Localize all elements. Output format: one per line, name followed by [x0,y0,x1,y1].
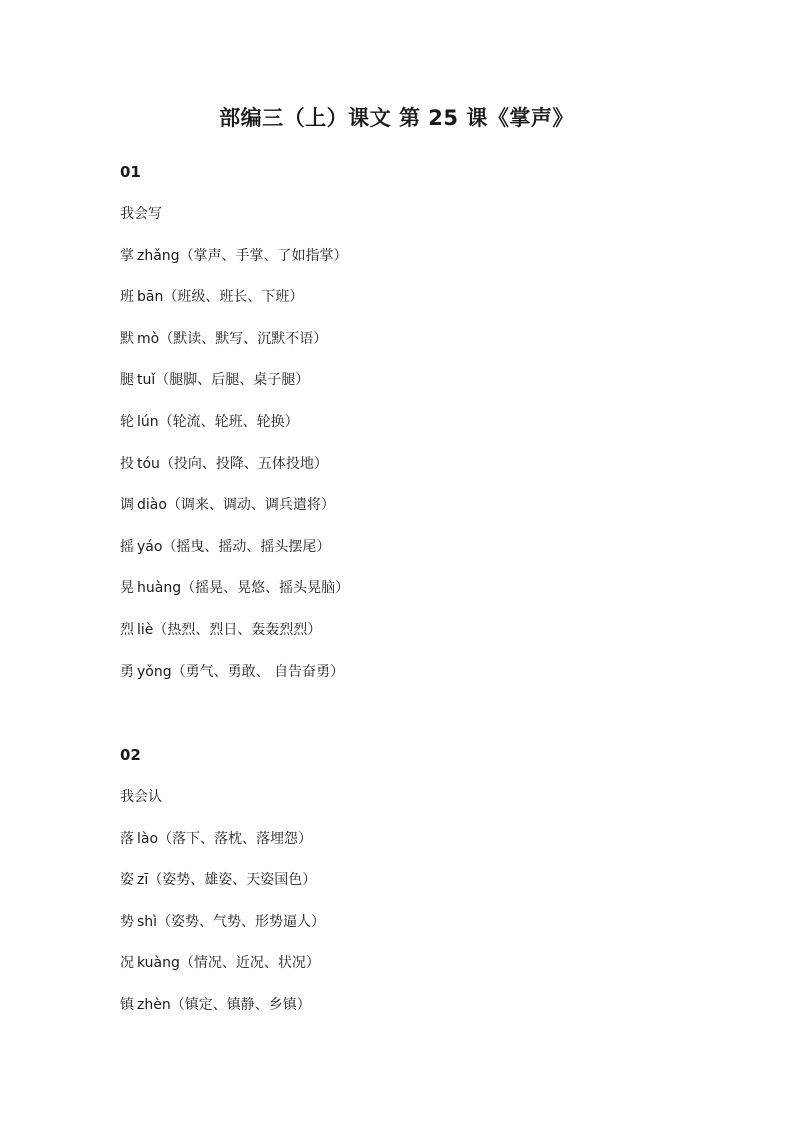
vocab-entry [120,995,325,1015]
entry-character: 默 [120,330,134,347]
vocab-entry [120,287,349,307]
vocab-entry [120,912,325,932]
vocab-entry [120,370,349,390]
entry-pinyin: zhǎng [137,247,180,264]
entry-words: （热烈、烈日、轰轰烈烈） [153,621,322,638]
vocab-entry [120,662,349,682]
entry-pinyin: zhèn [137,996,171,1013]
entry-pinyin: tóu [137,455,160,472]
entry-words: （情况、近况、状况） [179,955,320,972]
entry-character: 调 [120,497,134,514]
vocab-entry [120,578,349,598]
entry-words: （默读、默写、沉默不语） [159,330,328,347]
vocab-entry [120,454,349,474]
vocab-entry [120,953,325,973]
section-recognize [120,745,325,1015]
entry-character: 姿 [120,872,134,889]
entry-words: （摇晃、晃悠、摇头晃脑） [181,580,350,597]
page-title: 部编三（上）课文 第 25 课《掌声》 [219,106,574,130]
entry-words: （姿势、雄姿、天姿国色） [148,872,317,889]
section-heading: 我会认 [120,789,162,805]
vocab-entry [120,495,349,515]
entry-character: 投 [120,455,134,472]
entry-character: 摇 [120,538,134,555]
vocab-entry [120,329,349,349]
entry-character: 腿 [120,372,134,389]
entry-pinyin: diào [137,497,167,514]
entry-pinyin: lào [137,830,159,847]
entry-words: （投向、投降、五体投地） [159,455,328,472]
entry-character: 镇 [120,996,134,1013]
entry-character: 班 [120,289,134,306]
entry-character: 掌 [120,247,134,264]
entry-pinyin: huàng [137,580,182,597]
entry-words: （姿势、气势、形势逼人） [157,913,326,930]
entry-words: （轮流、轮班、轮换） [158,413,299,430]
entry-words: （班级、班长、下班） [163,289,304,306]
entry-words: （镇定、镇静、乡镇） [170,996,311,1013]
entry-character: 况 [120,955,134,972]
entry-character: 烈 [120,621,134,638]
entry-pinyin: bān [137,289,164,306]
entry-pinyin: yáo [137,538,163,555]
entry-character: 落 [120,830,134,847]
entry-words: （腿脚、后腿、桌子腿） [155,372,310,389]
section-heading: 我会写 [120,206,162,222]
entry-pinyin: kuàng [137,955,180,972]
entry-pinyin: mò [137,330,160,347]
vocab-entry [120,620,349,640]
entry-words: （摇曳、摇动、摇头摆尾） [162,538,331,555]
entry-character: 势 [120,913,134,930]
section-number: 01 [120,163,141,181]
entry-words: （调来、调动、调兵遣将） [166,497,335,514]
vocab-entry [120,537,349,557]
entry-pinyin: tuǐ [137,372,156,389]
entry-words: （勇气、勇敢、 自告奋勇） [171,663,345,680]
entry-character: 轮 [120,413,134,430]
entry-pinyin: zī [137,872,149,889]
entry-pinyin: shì [137,913,158,930]
entry-pinyin: liè [137,621,154,638]
entry-words: （掌声、手掌、了如指掌） [179,247,348,264]
vocab-entry [120,412,349,432]
entry-words: （落下、落枕、落埋怨） [158,830,313,847]
entry-character: 勇 [120,663,134,680]
section-write [120,162,349,682]
vocab-entry [120,870,325,890]
entry-character: 晃 [120,580,134,597]
entry-pinyin: lún [137,413,159,430]
vocab-entry [120,246,349,266]
section-number: 02 [120,746,141,764]
entry-pinyin: yǒng [137,663,172,680]
vocab-entry [120,829,325,849]
